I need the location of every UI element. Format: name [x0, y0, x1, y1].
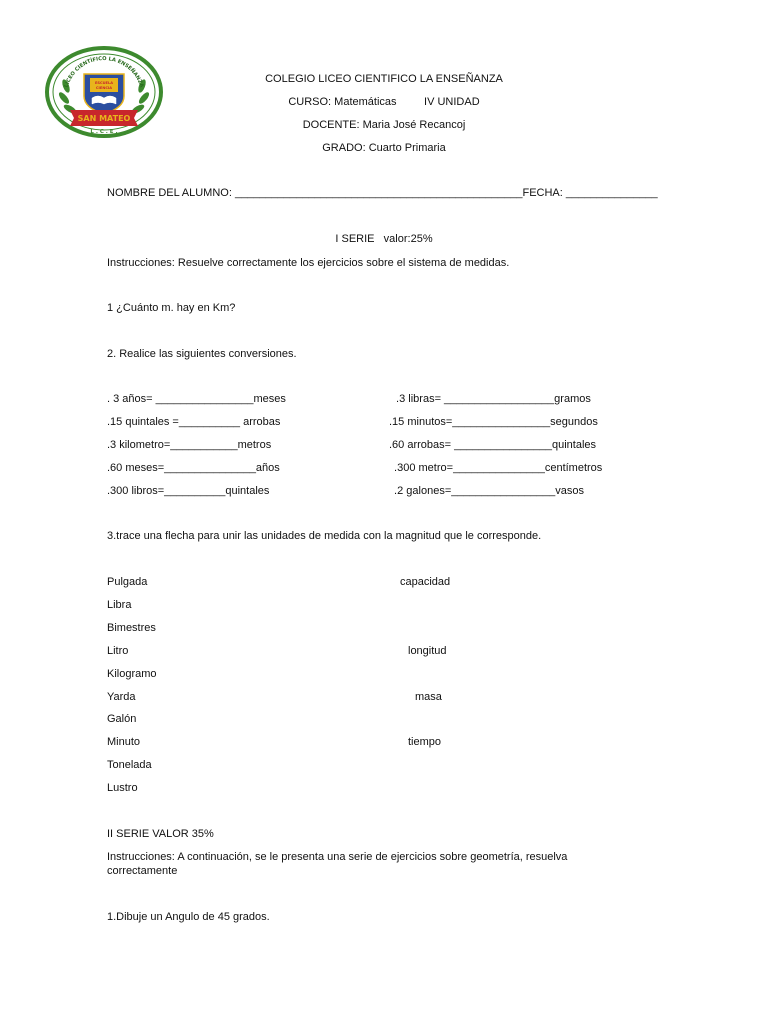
conversion-right: .60 arrobas= ________________quintales	[389, 439, 597, 451]
magnitude-item: longitud	[408, 645, 447, 657]
question-3: 3.trace una flecha para unir las unidades de medida con la magnitud que le corresponde.	[107, 530, 542, 542]
magnitude-item: masa	[415, 691, 442, 703]
serie2-question-1: 1.Dibuje un Angulo de 45 grados.	[107, 911, 270, 923]
unit-item: Libra	[107, 599, 132, 611]
unit-item: Kilogramo	[107, 668, 157, 680]
conversion-left: .15 quintales =__________ arrobas	[107, 416, 281, 428]
unit-item: Minuto	[107, 736, 141, 748]
logo-book-text-1: ESCUELA	[94, 81, 114, 85]
unit-item: Bimestres	[107, 622, 156, 634]
course-line: CURSO: Matemáticas IV UNIDAD	[288, 96, 480, 108]
conversion-right: .2 galones=_________________vasos	[391, 485, 584, 497]
unit-item: Pulgada	[107, 576, 148, 588]
conversion-right: .3 libras= __________________gramos	[393, 393, 591, 405]
serie1-instructions: Instrucciones: Resuelve correctamente los ejercicios sobre el sistema de medidas.	[107, 257, 510, 269]
conversion-right: .300 metro=_______________centímetros	[391, 462, 603, 474]
unit-item: Tonelada	[107, 759, 152, 771]
logo-arc-text: LICEO CIENTÍFICO LA ENSEÑANZA	[63, 55, 145, 89]
grade-line: GRADO: Cuarto Primaria	[322, 142, 446, 154]
unit-item: Lustro	[107, 782, 138, 794]
magnitude-item: tiempo	[408, 736, 442, 748]
unit-item: Yarda	[107, 691, 136, 703]
logo-banner-text: SAN MATEO	[77, 114, 131, 123]
unit-item: Litro	[107, 645, 129, 657]
magnitude-item: capacidad	[400, 576, 451, 588]
conversion-left: .60 meses=_______________años	[107, 462, 280, 474]
conversion-left: .3 kilometro=___________metros	[107, 439, 272, 451]
question-2: 2. Realice las siguientes conversiones.	[107, 348, 297, 360]
serie2-instructions: Instrucciones: A continuación, se le presenta una serie de ejercicios sobre geometría, resuelva	[107, 851, 568, 863]
logo-book-text-2: CIENCIA	[95, 86, 113, 90]
serie2-instructions-cont: correctamente	[107, 865, 178, 877]
conversion-left: .300 libros=__________quintales	[107, 485, 270, 497]
school-name: COLEGIO LICEO CIENTIFICO LA ENSEÑANZA	[265, 73, 503, 85]
unit-item: Galón	[107, 713, 137, 725]
conversion-left: . 3 años= ________________meses	[107, 393, 286, 405]
serie2-title: II SERIE VALOR 35%	[107, 828, 214, 840]
question-1: 1 ¿Cuánto m. hay en Km?	[107, 302, 236, 314]
serie1-title: I SERIE valor:25%	[335, 233, 433, 245]
teacher-line: DOCENTE: Maria José Recancoj	[302, 119, 466, 131]
student-name-date-line: NOMBRE DEL ALUMNO: _______________________________________________FECHA: _______________	[107, 187, 658, 199]
logo-initials: L . C . E .	[90, 129, 118, 135]
conversion-right: .15 minutos=________________segundos	[389, 416, 598, 428]
